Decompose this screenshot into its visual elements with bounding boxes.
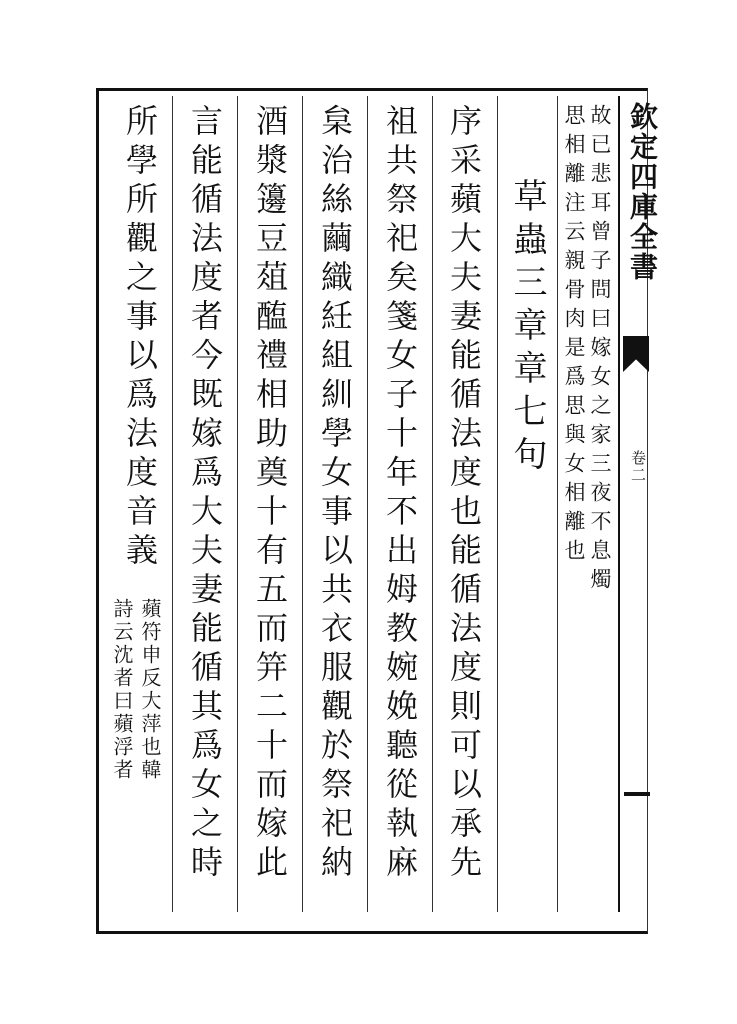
column-rule <box>432 96 433 912</box>
chapter-heading: 草蟲三章章七句 <box>507 178 547 479</box>
text-column-4: 序采蘋大夫妻能循法度也能循法度則可以承先 <box>445 104 483 884</box>
inline-note-line-1: 蘋符申反大萍也韓 <box>138 598 162 782</box>
text-column-1: 故已悲耳曾子問曰嫁女之家三夜不息燭 <box>588 104 612 597</box>
text-column-2: 思相離注云親骨肉是爲思與女相離也 <box>562 104 586 568</box>
text-column-5: 祖共祭祀矣箋女子十年不出姆教婉娩聽從執麻 <box>381 104 419 884</box>
column-rule <box>237 96 238 912</box>
column-rule <box>172 96 173 912</box>
text-column-8: 言能循法度者今既嫁爲大夫妻能循其爲女之時 <box>186 104 224 884</box>
text-column-7: 酒漿籩豆葅醢禮相助奠十有五而笄二十而嫁此 <box>251 104 289 884</box>
column-rule <box>497 96 498 912</box>
text-column-9: 所學所觀之事以爲法度音義 <box>121 104 159 572</box>
inline-note-line-2: 詩云沈者曰蘋浮者 <box>110 598 134 782</box>
column-rule <box>367 96 368 912</box>
book-title: 欽定四庫全書 <box>626 102 659 282</box>
fishtail-mark-lower <box>624 792 650 796</box>
inline-note <box>112 598 140 903</box>
margin-rule <box>618 96 620 912</box>
juan-label: 卷二 <box>629 450 647 484</box>
column-rule <box>302 96 303 912</box>
column-rule <box>557 96 558 912</box>
text-column-6: 枲治絲繭織紝組紃學女事以共衣服觀於祭祀納 <box>316 104 354 884</box>
inline-note <box>140 598 168 903</box>
